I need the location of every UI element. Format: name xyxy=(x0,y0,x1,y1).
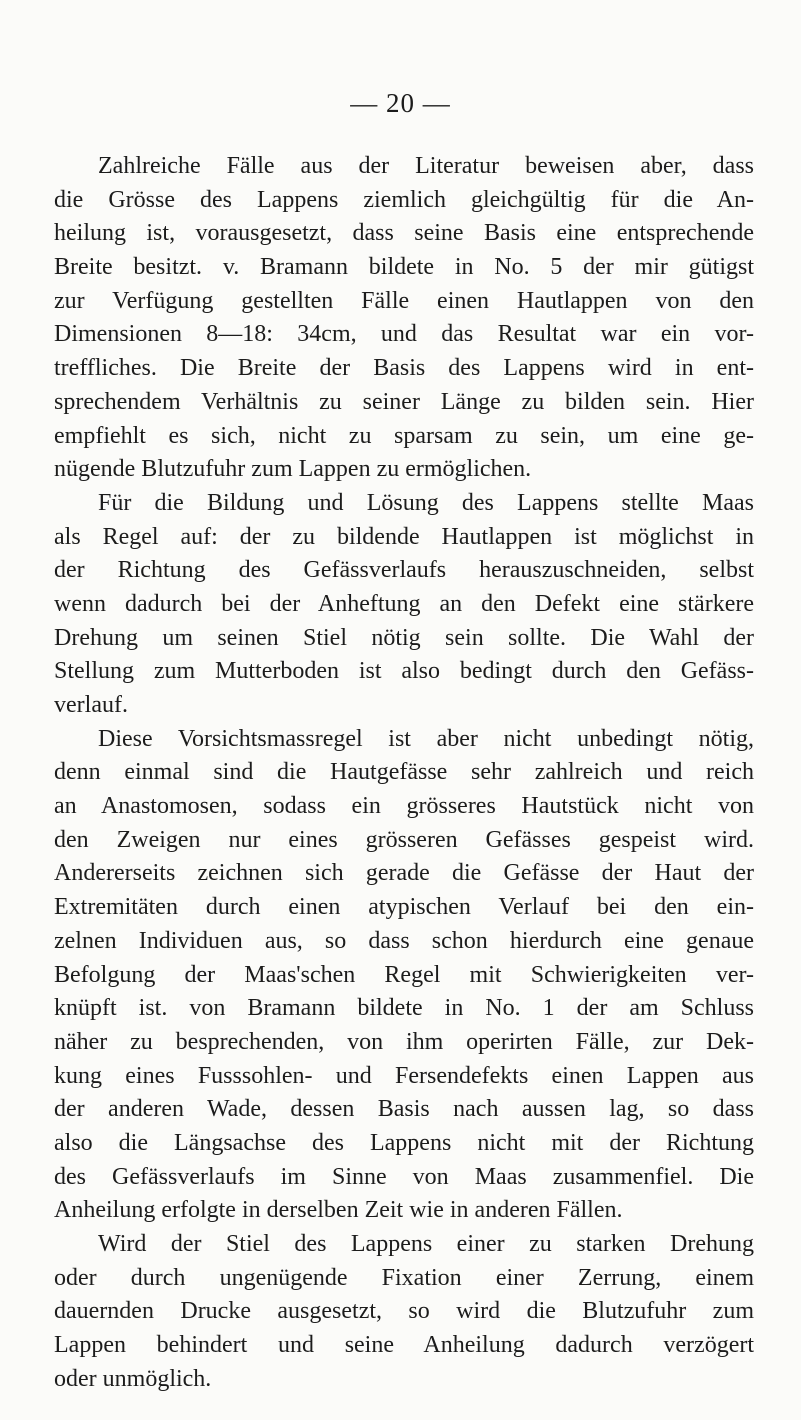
text-line: an Anastomosen, sodass ein grösseres Hautstück nicht von xyxy=(54,793,754,820)
body-text xyxy=(54,150,754,1396)
text-line: zelnen Individuen aus, so dass schon hierdurch eine genaue xyxy=(54,927,754,954)
text-line: näher zu besprechenden, von ihm operirten Fälle, zur Dek- xyxy=(54,1028,754,1055)
text-line: Diese Vorsichtsmassregel ist aber nicht unbedingt nötig, xyxy=(98,725,754,752)
text-line: wenn dadurch bei der Anheftung an den Defekt eine stärkere xyxy=(54,590,754,617)
text-line: Andererseits zeichnen sich gerade die Gefässe der Haut der xyxy=(54,860,754,887)
text-line: die Grösse des Lappens ziemlich gleichgültig für die An- xyxy=(54,186,754,213)
text-line: zur Verfügung gestellten Fälle einen Hautlappen von den xyxy=(54,287,754,314)
text-line: heilung ist, vorausgesetzt, dass seine Basis eine entsprechende xyxy=(54,220,754,247)
text-line: Drehung um seinen Stiel nötig sein sollte. Die Wahl der xyxy=(54,624,754,651)
text-line: verlauf. xyxy=(54,692,128,718)
text-line: als Regel auf: der zu bildende Hautlappen ist möglichst in xyxy=(54,523,754,550)
text-line: Für die Bildung und Lösung des Lappens stellte Maas xyxy=(98,489,754,516)
text-line: oder unmöglich. xyxy=(54,1365,212,1392)
text-line: Breite besitzt. v. Bramann bildete in No. 5 der mir gütigst xyxy=(54,254,754,281)
text-line: kung eines Fusssohlen- und Fersendefekts einen Lappen aus xyxy=(54,1062,754,1089)
text-line: treffliches. Die Breite der Basis des Lappens wird in ent- xyxy=(54,355,754,382)
text-line: empfiehlt es sich, nicht zu sparsam zu sein, um eine ge- xyxy=(54,422,754,449)
text-line: des Gefässverlaufs im Sinne von Maas zusammenfiel. Die xyxy=(54,1163,754,1190)
text-line: also die Längsachse des Lappens nicht mit der Richtung xyxy=(54,1129,754,1156)
text-line: der Richtung des Gefässverlaufs herauszuschneiden, selbst xyxy=(54,557,754,584)
text-line: denn einmal sind die Hautgefässe sehr zahlreich und reich xyxy=(54,759,754,786)
text-line: dauernden Drucke ausgesetzt, so wird die Blutzufuhr zum xyxy=(54,1298,754,1325)
text-line: oder durch ungenügende Fixation einer Zerrung, einem xyxy=(54,1264,754,1291)
text-line: Befolgung der Maas'schen Regel mit Schwierigkeiten ver- xyxy=(54,961,754,988)
text-line: nügende Blutzufuhr zum Lappen zu ermöglichen. xyxy=(54,456,532,483)
text-line: Zahlreiche Fälle aus der Literatur beweisen aber, dass xyxy=(98,153,754,179)
text-line: sprechendem Verhältnis zu seiner Länge zu bilden sein. Hier xyxy=(54,388,754,415)
text-line: den Zweigen nur eines grösseren Gefässes gespeist wird. xyxy=(54,826,754,853)
text-line: Anheilung erfolgte in derselben Zeit wie in anderen Fällen. xyxy=(54,1197,623,1224)
text-line: Extremitäten durch einen atypischen Verlauf bei den ein- xyxy=(54,894,754,921)
text-line: Lappen behindert und seine Anheilung dadurch verzögert xyxy=(54,1332,754,1359)
text-line: Dimensionen 8—18: 34cm, und das Resultat war ein vor- xyxy=(54,321,754,348)
text-line: Wird der Stiel des Lappens einer zu starken Drehung xyxy=(98,1231,754,1257)
page-number: — 20 — xyxy=(350,88,451,118)
text-line: der anderen Wade, dessen Basis nach aussen lag, so dass xyxy=(54,1096,754,1123)
text-line: Stellung zum Mutterboden ist also bedingt durch den Gefäss- xyxy=(54,658,754,685)
text-line: knüpft ist. von Bramann bildete in No. 1 der am Schluss xyxy=(54,995,754,1022)
